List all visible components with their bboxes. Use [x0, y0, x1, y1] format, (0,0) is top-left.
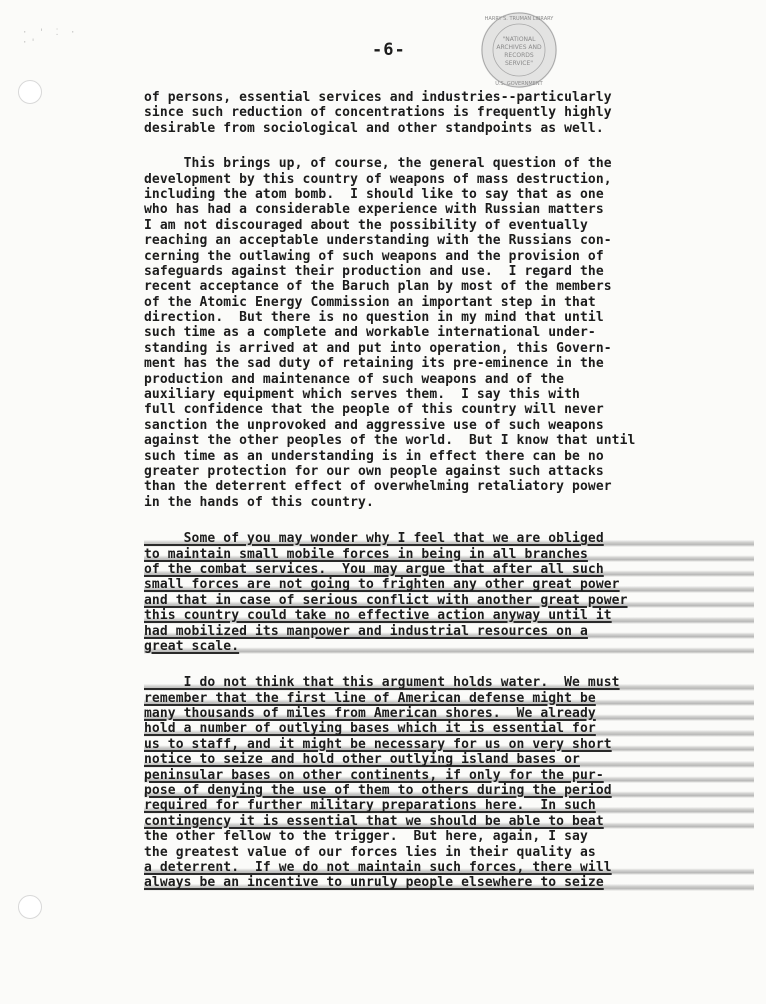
archive-stamp: [479, 10, 559, 90]
paragraph-2: [144, 156, 754, 510]
underlined-text-line: to maintain small mobile forces in being in all branches: [144, 547, 754, 562]
text-line: cerning the outlawing of such weapons and the provision of: [144, 248, 604, 264]
underlined-text-line: many thousands of miles from American shores. We already: [144, 706, 754, 721]
punch-hole-bottom: [18, 895, 42, 919]
underlined-text-line: remember that the first line of American defense might be: [144, 691, 754, 706]
underlined-text-line: small forces are not going to frighten any other great power: [144, 577, 754, 592]
underlined-text-line: of the combat services. You may argue that after all such: [144, 562, 754, 577]
stamp-line-6: U.S. GOVERNMENT: [495, 81, 543, 87]
text-line: desirable from sociological and other standpoints as well.: [144, 120, 604, 136]
stamp-line-1: HARRY S. TRUMAN LIBRARY: [484, 16, 554, 22]
underlined-text-line: us to staff, and it might be necessary for us on very short: [144, 737, 754, 752]
underlined-text-line: pose of denying the use of them to others during the period: [144, 783, 754, 798]
stamp-line-2: "NATIONAL: [502, 36, 536, 43]
text-line: greater protection for our own people against such attacks: [144, 463, 604, 479]
text-line: in the hands of this country.: [144, 494, 374, 510]
text-line: sanction the unprovoked and aggressive use of such weapons: [144, 417, 604, 433]
underlined-text-line: peninsular bases on other continents, if only for the pur-: [144, 768, 754, 783]
underlined-text-line: hold a number of outlying bases which it is essential for: [144, 721, 754, 736]
paragraph-3-underlined: [144, 531, 754, 654]
text-line: than the deterrent effect of overwhelming retaliatory power: [144, 479, 612, 495]
text-line: the greatest value of our forces lies in their quality as: [144, 844, 596, 860]
text-line: auxiliary equipment which serves them. I say this with: [144, 387, 580, 403]
document-body: [144, 90, 754, 891]
text-line: safeguards against their production and use. I regard the: [144, 263, 604, 279]
underlined-text-line: had mobilized its manpower and industrial resources on a: [144, 624, 754, 639]
paragraph-4-underlined: [144, 675, 754, 890]
text-line: This brings up, of course, the general question of the: [144, 156, 612, 172]
text-line: such time as an understanding is in effect there can be no: [144, 448, 604, 464]
underlined-text-line: and that in case of serious conflict with another great power: [144, 593, 754, 608]
underlined-text-line: this country could take no effective action anyway until it: [144, 608, 754, 623]
underlined-text-line: notice to seize and hold other outlying island bases or: [144, 752, 754, 767]
text-line: since such reduction of concentrations is frequently highly: [144, 105, 612, 121]
underlined-text-line: great scale.: [144, 639, 754, 654]
text-line: development by this country of weapons of mass destruction,: [144, 171, 612, 187]
text-line: including the atom bomb. I should like to say that as one: [144, 186, 604, 202]
text-line: I am not discouraged about the possibility of eventually: [144, 217, 588, 233]
text-line: reaching an acceptable understanding with the Russians con-: [144, 233, 612, 249]
text-line: against the other peoples of the world. But I know that until: [144, 433, 636, 449]
underlined-text-line: required for further military preparations here. In such: [144, 798, 754, 813]
stamp-line-4: RECORDS: [504, 52, 534, 59]
underlined-text-line: always be an incentive to unruly people elsewhere to seize: [144, 875, 754, 890]
page-number: -6-: [372, 40, 406, 60]
stamp-line-3: ARCHIVES AND: [496, 44, 542, 51]
text-line: the other fellow to the trigger. But here, again, I say: [144, 829, 588, 845]
text-line: direction. But there is no question in my mind that until: [144, 310, 604, 326]
text-line: ment has the sad duty of retaining its pre-eminence in the: [144, 356, 604, 372]
text-line: of persons, essential services and industries--particularly: [144, 90, 612, 105]
paragraph-1: [144, 90, 754, 136]
stamp-line-5: SERVICE": [504, 60, 534, 67]
underlined-text-line: Some of you may wonder why I feel that we are obliged: [144, 531, 754, 546]
text-line: full confidence that the people of this country will never: [144, 402, 604, 418]
marginal-marks: · ' ⁚ · ·': [22, 28, 79, 48]
text-line: who has had a considerable experience with Russian matters: [144, 202, 604, 218]
underlined-text-line: contingency it is essential that we should be able to beat: [144, 814, 754, 829]
underlined-text-line: a deterrent. If we do not maintain such forces, there will: [144, 860, 754, 875]
underlined-text-line: I do not think that this argument holds water. We must: [144, 675, 754, 690]
text-line: such time as a complete and workable international under-: [144, 325, 596, 341]
text-line: production and maintenance of such weapons and of the: [144, 371, 565, 387]
punch-hole-top: [18, 80, 42, 104]
text-line: recent acceptance of the Baruch plan by most of the members: [144, 279, 612, 295]
text-line: standing is arrived at and put into operation, this Govern-: [144, 340, 612, 356]
text-line: of the Atomic Energy Commission an important step in that: [144, 294, 596, 310]
